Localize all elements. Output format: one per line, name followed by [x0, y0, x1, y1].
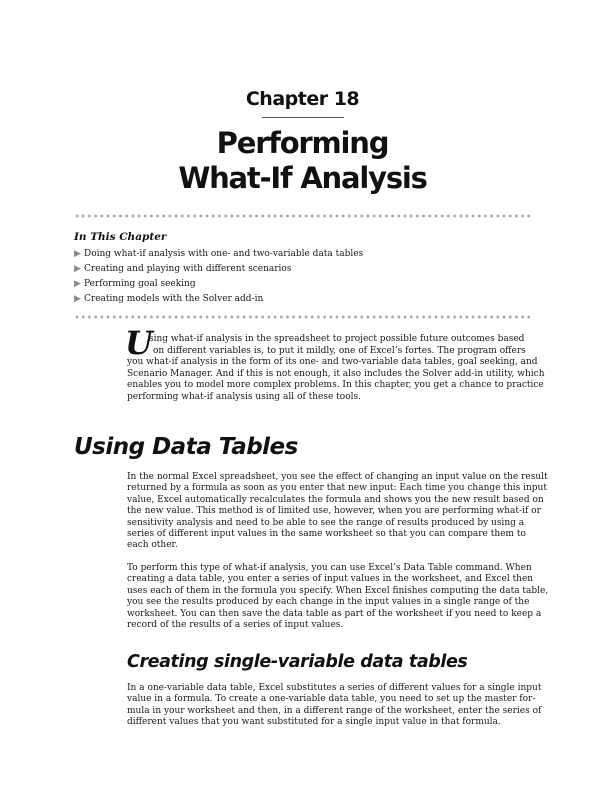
dotted-divider-top — [74, 214, 532, 218]
chapter-title-line: Performing — [216, 126, 389, 160]
body-paragraph — [127, 563, 549, 631]
intro-paragraph — [127, 334, 545, 404]
intro-line: on different variables is, to put it mildly, one of Excel’s fortes. The program offers — [153, 345, 526, 356]
paragraph-line: mula in your worksheet and then, in a different range of the worksheet, enter the series of — [127, 705, 542, 716]
list-item — [74, 247, 363, 262]
list-item — [74, 277, 363, 292]
dotted-divider-bottom — [74, 315, 532, 319]
list-item — [74, 292, 363, 307]
paragraph-line: value in a formula. To create a one-variable data table, you need to set up the master for- — [127, 694, 536, 705]
chapter-topics-list — [74, 247, 363, 307]
list-item-text: Performing goal seeking — [84, 279, 196, 289]
paragraph-line: uses each of them in the formula you specify. When Excel finishes computing the data table, — [127, 585, 549, 596]
bullet-arrow-icon: ▶ — [74, 279, 81, 289]
paragraph-line: worksheet. You can then save the data table as part of the worksheet if you need to keep a — [127, 608, 542, 619]
paragraph-line: the new value. This method is of limited use, however, when you are performing what-if or — [127, 506, 541, 517]
list-item-text: Doing what-if analysis with one- and two-variable data tables — [84, 249, 364, 259]
paragraph-line: series of different input values in the same worksheet so that you can compare them to — [127, 529, 526, 540]
paragraph-line: In a one-variable data table, Excel substitutes a series of different values for a single input — [127, 683, 542, 693]
paragraph-line: returned by a formula as soon as you enter that new input: Each time you change this input — [127, 483, 547, 494]
intro-line: you what-if analysis in the form of its one- and two-variable data tables, goal seeking, and — [127, 357, 538, 368]
in-this-chapter-heading: In This Chapter — [74, 231, 167, 243]
body-paragraph — [127, 683, 542, 729]
list-item-text: Creating models with the Solver add-in — [84, 294, 264, 304]
paragraph-line: creating a data table, you enter a series of input values in the worksheet, and Excel then — [127, 574, 534, 585]
intro-line: Scenario Manager. And if this is not enough, it also includes the Solver add-in utility, which — [127, 368, 545, 379]
intro-line: sing what-if analysis in the spreadsheet to project possible future outcomes based — [149, 334, 525, 344]
chapter-title-line: What-If Analysis — [178, 161, 427, 195]
body-paragraph — [127, 472, 548, 552]
paragraph-line: To perform this type of what-if analysis, you can use Excel’s Data Table command. When — [127, 563, 532, 573]
list-item — [74, 262, 363, 277]
subsection-heading: Creating single-variable data tables — [127, 652, 468, 672]
section-heading: Using Data Tables — [74, 434, 298, 460]
bullet-arrow-icon: ▶ — [74, 294, 81, 304]
paragraph-line: different values that you want substituted for a single input value in that formula. — [127, 717, 501, 728]
paragraph-line: value, Excel automatically recalculates the formula and shows you the new result based on — [127, 494, 544, 505]
bullet-arrow-icon: ▶ — [74, 264, 81, 274]
chapter-rule — [262, 117, 344, 118]
paragraph-line: In the normal Excel spreadsheet, you see the effect of changing an input value on the result — [127, 472, 548, 482]
paragraph-line: sensitivity analysis and need to be able to see the range of results produced by using a — [127, 517, 525, 528]
paragraph-line: you see the results produced by each change in the input values in a single range of the — [127, 597, 530, 608]
bullet-arrow-icon: ▶ — [74, 249, 81, 259]
drop-cap: U — [125, 324, 153, 362]
paragraph-line: record of the results of a series of input values. — [127, 620, 344, 631]
chapter-title — [0, 126, 605, 196]
list-item-text: Creating and playing with different scenarios — [84, 264, 292, 274]
paragraph-line: each other. — [127, 540, 178, 551]
intro-line: enables you to model more complex problems. In this chapter, you get a chance to practice — [127, 380, 544, 391]
intro-line: performing what-if analysis using all of these tools. — [127, 391, 361, 402]
chapter-number: Chapter 18 — [245, 88, 360, 110]
